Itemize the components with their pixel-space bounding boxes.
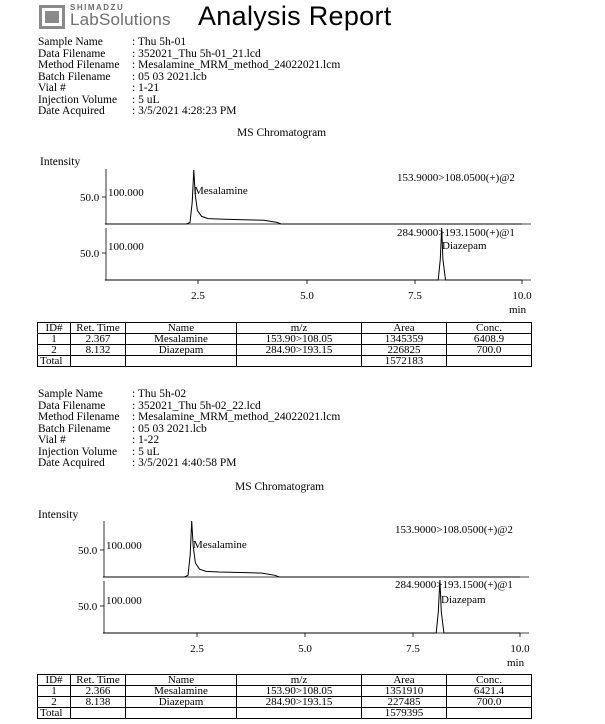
info-label: Data Filename: [38, 47, 106, 60]
shimadzu-logo-icon: [38, 4, 66, 30]
info-label: Vial #: [38, 82, 66, 94]
info-value: : 352021_Thu 5h-02_22.lcd: [132, 399, 261, 412]
cell-id: 2: [38, 697, 71, 708]
cell-total-label: Total: [38, 356, 71, 367]
cell-empty: [237, 708, 362, 719]
info-value: : 1-22: [132, 434, 160, 446]
info-label: Date Acquired: [38, 457, 105, 469]
trace-1-peak-label: Mesalamine: [194, 185, 248, 197]
trace-2-channel-label: 284.9000>193.1500(+)@1: [395, 579, 513, 591]
cell-name: Diazepam: [126, 697, 237, 708]
info-label: Sample Name: [38, 388, 103, 400]
col-header-id: ID#: [38, 323, 71, 334]
cell-conc: 700.0: [447, 697, 532, 708]
table-total-row: [38, 708, 532, 719]
cell-area: 1351910: [362, 686, 447, 697]
intensity-label: Intensity: [40, 156, 81, 168]
trace-2-max-value: 100.000: [108, 241, 144, 253]
cell-ret-time: 8.132: [71, 345, 126, 356]
info-label: Injection Volume: [38, 93, 118, 106]
chromatogram-title: MS Chromatogram: [235, 481, 325, 493]
cell-area: 226825: [362, 345, 447, 356]
info-label: Data Filename: [38, 399, 106, 412]
col-header-id: ID#: [38, 675, 71, 686]
xtick-label: 5.0: [300, 290, 314, 302]
col-header-conc: Conc.: [447, 323, 532, 334]
table-total-row: [38, 356, 532, 367]
table-header-row: [38, 675, 532, 686]
info-value: : 3/5/2021 4:40:58 PM: [132, 457, 237, 469]
x-unit-label: min: [509, 304, 527, 316]
info-value: : 3/5/2021 4:28:23 PM: [132, 105, 237, 117]
cell-area: 227485: [362, 697, 447, 708]
xtick-label: 5.0: [298, 643, 312, 655]
cell-id: 1: [38, 686, 71, 697]
intensity-label: Intensity: [38, 509, 79, 521]
trace-1-max-value: 100.000: [106, 540, 142, 552]
trace-1-max-value: 100.000: [108, 187, 144, 199]
cell-name: Mesalamine: [126, 686, 237, 697]
cell-total-area: 1572183: [362, 356, 447, 367]
table-row: [38, 686, 532, 697]
cell-mz: 284.90>193.15: [237, 697, 362, 708]
cell-id: 1: [38, 334, 71, 345]
info-value: : 1-21: [132, 82, 160, 94]
cell-empty: [447, 708, 532, 719]
ms-chromatogram-1: [0, 166, 605, 318]
cell-empty: [237, 356, 362, 367]
info-value: : Thu 5h-01: [132, 36, 187, 48]
info-value: : 352021_Thu 5h-01_21.lcd: [132, 47, 261, 60]
cell-empty: [71, 356, 126, 367]
ms-chromatogram-2: [0, 518, 605, 670]
col-header-area: Area: [362, 323, 447, 334]
cell-conc: 6408.9: [447, 334, 532, 345]
trace-2-max-value: 100.000: [106, 595, 142, 607]
info-value: : 5 uL: [132, 445, 160, 458]
col-header-ret-time: Ret. Time: [71, 675, 126, 686]
cell-mz: 153.90>108.05: [237, 334, 362, 345]
info-value: : Mesalamine_MRM_method_24022021.lcm: [132, 59, 341, 71]
brand-shimadzu: SHIMADZU: [70, 3, 125, 12]
info-label: Method Filename: [38, 411, 120, 423]
col-header-conc: Conc.: [447, 675, 532, 686]
cell-total-area: 1579395: [362, 708, 447, 719]
results-table-2: [37, 674, 532, 719]
col-header-area: Area: [362, 675, 447, 686]
info-value: : Mesalamine_MRM_method_24022021.lcm: [132, 411, 341, 423]
info-label: Injection Volume: [38, 445, 118, 458]
results-table-1: [37, 322, 532, 367]
chromatogram-title: MS Chromatogram: [237, 127, 327, 139]
table-header-row: [38, 323, 532, 334]
col-header-mz: m/z: [237, 675, 362, 686]
trace-2-peak-label: Diazepam: [442, 240, 487, 252]
trace-1-channel-label: 153.9000>108.0500(+)@2: [397, 172, 515, 184]
trace-1-peak-label: Mesalamine: [193, 539, 247, 551]
info-label: Method Filename: [38, 59, 120, 71]
ytick-label: 50.0: [80, 192, 100, 204]
info-label: Vial #: [38, 434, 66, 446]
ytick-label: 50.0: [78, 545, 98, 557]
info-value: : 05 03 2021.lcb: [132, 70, 207, 83]
table-row: [38, 697, 532, 708]
cell-empty: [126, 356, 237, 367]
info-label: Batch Filename: [38, 422, 111, 435]
info-label: Sample Name: [38, 36, 103, 48]
cell-area: 1345359: [362, 334, 447, 345]
xtick-label: 2.5: [191, 290, 205, 302]
xtick-label: 7.5: [408, 290, 422, 302]
cell-conc: 6421.4: [447, 686, 532, 697]
cell-conc: 700.0: [447, 345, 532, 356]
col-header-name: Name: [126, 323, 237, 334]
xtick-label: 2.5: [190, 643, 204, 655]
table-row: [38, 345, 532, 356]
cell-total-label: Total: [38, 708, 71, 719]
info-value: : Thu 5h-02: [132, 388, 187, 400]
cell-ret-time: 2.366: [71, 686, 126, 697]
cell-name: Mesalamine: [126, 334, 237, 345]
ytick-label: 50.0: [80, 248, 100, 260]
ytick-label: 50.0: [78, 601, 98, 613]
cell-ret-time: 8.138: [71, 697, 126, 708]
trace-2-channel-label: 284.9000>193.1500(+)@1: [397, 227, 515, 239]
trace-2-peak-label: Diazepam: [441, 594, 486, 606]
cell-id: 2: [38, 345, 71, 356]
cell-empty: [71, 708, 126, 719]
xtick-label: 10.0: [510, 643, 530, 655]
labsolutions-logo: [38, 2, 188, 32]
table-row: [38, 334, 532, 345]
col-header-name: Name: [126, 675, 237, 686]
cell-empty: [126, 708, 237, 719]
cell-name: Diazepam: [126, 345, 237, 356]
info-value: : 05 03 2021.lcb: [132, 422, 207, 435]
info-label: Date Acquired: [38, 105, 105, 117]
info-value: : 5 uL: [132, 93, 160, 106]
info-label: Batch Filename: [38, 70, 111, 83]
col-header-ret-time: Ret. Time: [71, 323, 126, 334]
cell-mz: 284.90>193.15: [237, 345, 362, 356]
x-unit-label: min: [507, 657, 525, 669]
cell-mz: 153.90>108.05: [237, 686, 362, 697]
xtick-label: 10.0: [512, 290, 532, 302]
report-title: Analysis Report: [198, 1, 392, 31]
cell-empty: [447, 356, 532, 367]
cell-ret-time: 2.367: [71, 334, 126, 345]
trace-1-channel-label: 153.9000>108.0500(+)@2: [395, 524, 513, 536]
xtick-label: 7.5: [406, 643, 420, 655]
col-header-mz: m/z: [237, 323, 362, 334]
brand-labsolutions: LabSolutions: [70, 10, 171, 29]
